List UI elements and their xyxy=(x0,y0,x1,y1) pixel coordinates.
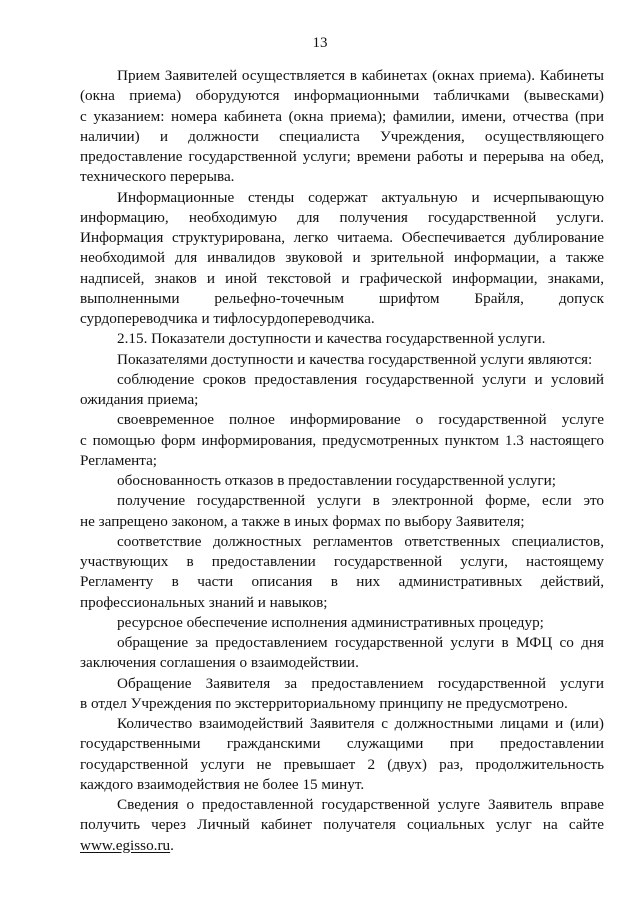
text-line: не запрещено законом, а также в иных формах по выбору Заявителя; xyxy=(80,512,525,530)
text-line: соответствие должностных регламентов ответственных специалистов, xyxy=(117,532,604,550)
text-line: ожидания приема; xyxy=(80,391,199,408)
text-line: (окна приема) оборудуются информационными табличками (вывесками) xyxy=(80,87,604,105)
text-line: Прием Заявителей осуществляется в кабинетах (окнах приема). Кабинеты xyxy=(117,67,604,84)
text-line: Сведения о предоставленной государственной услуге Заявитель вправе xyxy=(117,796,604,813)
text-line: государственной услуги не превышает 2 (двух) раз, продолжительность xyxy=(80,755,604,773)
text-line: в отдел Учреждения по экстерриториальному принципу не предусмотрено. xyxy=(80,694,568,712)
text-line: необходимой для инвалидов звуковой и зрительной информации, а также xyxy=(80,249,604,267)
text-line: своевременное полное информирование о государственной услуге xyxy=(117,411,604,429)
text-line: ресурсное обеспечение исполнения административных процедур; xyxy=(117,613,544,631)
text-line: получить через Личный кабинет получателя социальных услуг на сайте xyxy=(80,816,604,834)
text-line: с указанием: номера кабинета (окна приема); фамилии, имени, отчества (при xyxy=(80,107,604,125)
page-number: 13 xyxy=(312,35,328,51)
text-line: 2.15. Показатели доступности и качества государственной услуги. xyxy=(117,330,546,348)
text-line: каждого взаимодействия не более 15 минут. xyxy=(80,775,365,793)
text-line: сурдопереводчика и тифлосурдопереводчика. xyxy=(80,310,375,327)
text-line: выполненными рельефно-точечным шрифтом Брайля, допуск xyxy=(80,289,604,307)
text-line: с помощью форм информирования, предусмотренных пунктом 1.3 настоящего xyxy=(80,431,604,449)
text-line: государственными гражданскими служащими при предоставлении xyxy=(80,735,604,753)
text-line: наличии) и должности специалиста Учреждения, осуществляющего xyxy=(80,127,604,145)
document-body xyxy=(80,66,604,856)
text-line: соблюдение сроков предоставления государственной услуги и условий xyxy=(117,370,604,388)
text-line: профессиональных знаний и навыков; xyxy=(80,593,328,611)
text-line: заключения соглашения о взаимодействии. xyxy=(80,654,359,672)
text-line: получение государственной услуги в электронной форме, если это xyxy=(117,492,604,510)
text-line: Регламенту в части описания в них административных действий, xyxy=(80,573,604,591)
text-line: Показателями доступности и качества государственной услуги являются: xyxy=(117,350,593,368)
text-line: Информационные стенды содержат актуальную и исчерпывающую xyxy=(117,188,604,206)
text-line: информацию, необходимую для получения государственной услуги. xyxy=(80,208,604,226)
text-line: надписей, знаков и иной текстовой и графической информации, знаками, xyxy=(80,269,604,287)
final-line xyxy=(80,836,604,856)
text-line: Регламента; xyxy=(80,451,158,469)
text-line: технического перерыва. xyxy=(80,168,235,186)
final-period: . xyxy=(170,836,174,854)
text-line: обращение за предоставлением государственной услуги в МФЦ со дня xyxy=(117,634,604,651)
website-link[interactable]: www.egisso.ru xyxy=(80,836,171,854)
text-line: обоснованность отказов в предоставлении государственной услуги; xyxy=(117,472,557,489)
text-line: Обращение Заявителя за предоставлением государственной услуги xyxy=(117,674,604,692)
text-line: Количество взаимодействий Заявителя с должностными лицами и (или) xyxy=(117,715,604,732)
text-line: Информация структурирована, легко читаема. Обеспечивается дублирование xyxy=(80,229,604,246)
text-line: предоставление государственной услуги; времени работы и перерыва на обед, xyxy=(80,148,604,165)
text-line: участвующих в предоставлении государственной услуги, настоящему xyxy=(80,553,604,570)
